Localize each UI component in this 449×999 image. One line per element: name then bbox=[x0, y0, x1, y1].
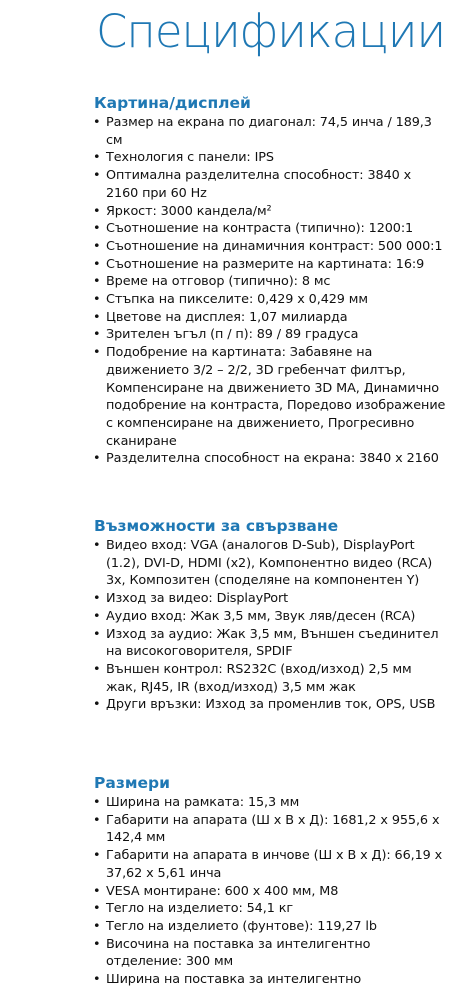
spec-item bbox=[88, 971, 446, 989]
spec-item bbox=[88, 149, 446, 167]
spec-item bbox=[88, 203, 446, 221]
spec-item bbox=[88, 220, 446, 238]
bullet-icon: • bbox=[93, 812, 101, 828]
spec-item-text: Други връзки: Изход за променлив ток, OPS, USB bbox=[106, 697, 436, 713]
spec-item-text: Подобрение на картината: Забавяне на движението 3/2 – 2/2, 3D гребенчат филтър, Компенсиране на движението 3D MA, Динамично подобрение на контраста, Поредово изображение с компенсиране на движението, Прогресивно сканиране bbox=[106, 345, 446, 449]
bullet-icon: • bbox=[93, 661, 101, 677]
spec-item-text: Тегло на изделието (фунтове): 119,27 lb bbox=[106, 918, 377, 934]
spec-item bbox=[88, 291, 446, 309]
spec-item-text: Съотношение на динамичния контраст: 500 000:1 bbox=[106, 238, 443, 254]
spec-item bbox=[88, 936, 446, 971]
spec-item-text: Яркост: 3000 кандела/м² bbox=[106, 203, 272, 219]
spec-item-text: Ширина на поставка за интелигентно bbox=[106, 972, 362, 988]
spec-item-text: Стъпка на пикселите: 0,429 x 0,429 мм bbox=[106, 292, 368, 308]
bullet-icon: • bbox=[93, 168, 101, 184]
spec-item-text: Разделителна способност на екрана: 3840 x 2160 bbox=[106, 451, 439, 467]
spec-item bbox=[88, 238, 446, 256]
spec-item bbox=[88, 883, 446, 901]
spec-item-text: Външен контрол: RS232C (вход/изход) 2,5 мм жак, RJ45, IR (вход/изход) 3,5 мм жак bbox=[106, 661, 412, 695]
spec-item-text: Време на отговор (типично): 8 мс bbox=[106, 274, 331, 290]
section-connectivity bbox=[88, 516, 446, 714]
spec-item-text: Зрителен ъгъл (п / п): 89 / 89 градуса bbox=[106, 327, 359, 343]
spec-item-text: Габарити на апарата (Ш x В x Д): 1681,2 x 955,6 x 142,4 мм bbox=[106, 812, 440, 846]
spec-item-text: Изход за аудио: Жак 3,5 мм, Външен съединител на високоговорителя, SPDIF bbox=[106, 626, 439, 660]
spec-item bbox=[88, 812, 446, 847]
bullet-icon: • bbox=[93, 883, 101, 899]
spec-item bbox=[88, 537, 446, 590]
bullet-icon: • bbox=[93, 345, 101, 361]
spec-item-text: Съотношение на контраста (типично): 1200:1 bbox=[106, 221, 414, 237]
bullet-icon: • bbox=[93, 150, 101, 166]
spec-item bbox=[88, 696, 446, 714]
section-picture-display bbox=[88, 93, 446, 468]
spec-item-text: Цветове на дисплея: 1,07 милиарда bbox=[106, 309, 348, 325]
bullet-icon: • bbox=[93, 274, 101, 290]
bullet-icon: • bbox=[93, 626, 101, 642]
bullet-icon: • bbox=[93, 936, 101, 952]
bullet-icon: • bbox=[93, 591, 101, 607]
spec-item-text: Ширина на рамката: 15,3 мм bbox=[106, 795, 300, 810]
spec-item-text: Технология с панели: IPS bbox=[106, 150, 274, 166]
bullet-icon: • bbox=[93, 309, 101, 325]
bullet-icon: • bbox=[93, 115, 101, 130]
spec-item bbox=[88, 309, 446, 327]
spec-item-text: VESA монтиране: 600 x 400 мм, M8 bbox=[106, 883, 339, 899]
spec-item bbox=[88, 256, 446, 274]
spec-list bbox=[88, 794, 446, 989]
spec-item bbox=[88, 608, 446, 626]
spec-item bbox=[88, 626, 446, 661]
spec-item-text: Габарити на апарата в инчове (Ш x В x Д): 66,19 x 37,62 x 5,61 инча bbox=[106, 848, 443, 881]
bullet-icon: • bbox=[93, 203, 101, 219]
spec-list bbox=[88, 114, 446, 468]
bullet-icon: • bbox=[93, 608, 101, 624]
spec-item-text: Височина на поставка за интелигентно отделение: 300 мм bbox=[106, 936, 371, 970]
bullet-icon: • bbox=[93, 848, 101, 864]
spec-item-text: Изход за видео: DisplayPort bbox=[106, 591, 289, 607]
spec-item bbox=[88, 167, 446, 202]
section-heading: Възможности за свързване bbox=[94, 517, 339, 535]
spec-list bbox=[88, 537, 446, 714]
bullet-icon: • bbox=[93, 697, 101, 713]
spec-item-text: Аудио вход: Жак 3,5 мм, Звук ляв/десен (RCA) bbox=[106, 608, 416, 624]
bullet-icon: • bbox=[93, 327, 101, 343]
spec-item-text: Оптимална разделителна способност: 3840 x 2160 при 60 Hz bbox=[106, 168, 412, 201]
bullet-icon: • bbox=[93, 795, 101, 810]
bullet-icon: • bbox=[93, 292, 101, 308]
spec-item bbox=[88, 273, 446, 291]
spec-item bbox=[88, 661, 446, 696]
section-heading: Размери bbox=[94, 774, 170, 792]
spec-item bbox=[88, 450, 446, 468]
spec-item-text: Съотношение на размерите на картината: 16:9 bbox=[106, 256, 425, 272]
spec-item bbox=[88, 900, 446, 918]
bullet-icon: • bbox=[93, 256, 101, 272]
spec-item-text: Тегло на изделието: 54,1 кг bbox=[106, 901, 293, 917]
section-dimensions bbox=[88, 773, 446, 989]
spec-item bbox=[88, 326, 446, 344]
bullet-icon: • bbox=[93, 238, 101, 254]
spec-item bbox=[88, 344, 446, 450]
bullet-icon: • bbox=[93, 538, 101, 553]
spec-item bbox=[88, 114, 446, 149]
bullet-icon: • bbox=[93, 972, 101, 988]
spec-item bbox=[88, 918, 446, 936]
spec-item bbox=[88, 794, 446, 812]
section-heading: Картина/дисплей bbox=[94, 94, 251, 112]
bullet-icon: • bbox=[93, 221, 101, 237]
bullet-icon: • bbox=[93, 918, 101, 934]
bullet-icon: • bbox=[93, 901, 101, 917]
spec-item bbox=[88, 847, 446, 882]
bullet-icon: • bbox=[93, 451, 101, 467]
spec-item bbox=[88, 590, 446, 608]
spec-item-text: Видео вход: VGA (аналогов D-Sub), DisplayPort (1.2), DVI-D, HDMI (x2), Компонентно видео (RCA) 3x, Композитен (споделяне на компонентен Y) bbox=[106, 538, 433, 589]
spec-item-text: Размер на екрана по диагонал: 74,5 инча / 189,3 см bbox=[106, 115, 432, 148]
page-title: Спецификации bbox=[96, 5, 446, 58]
